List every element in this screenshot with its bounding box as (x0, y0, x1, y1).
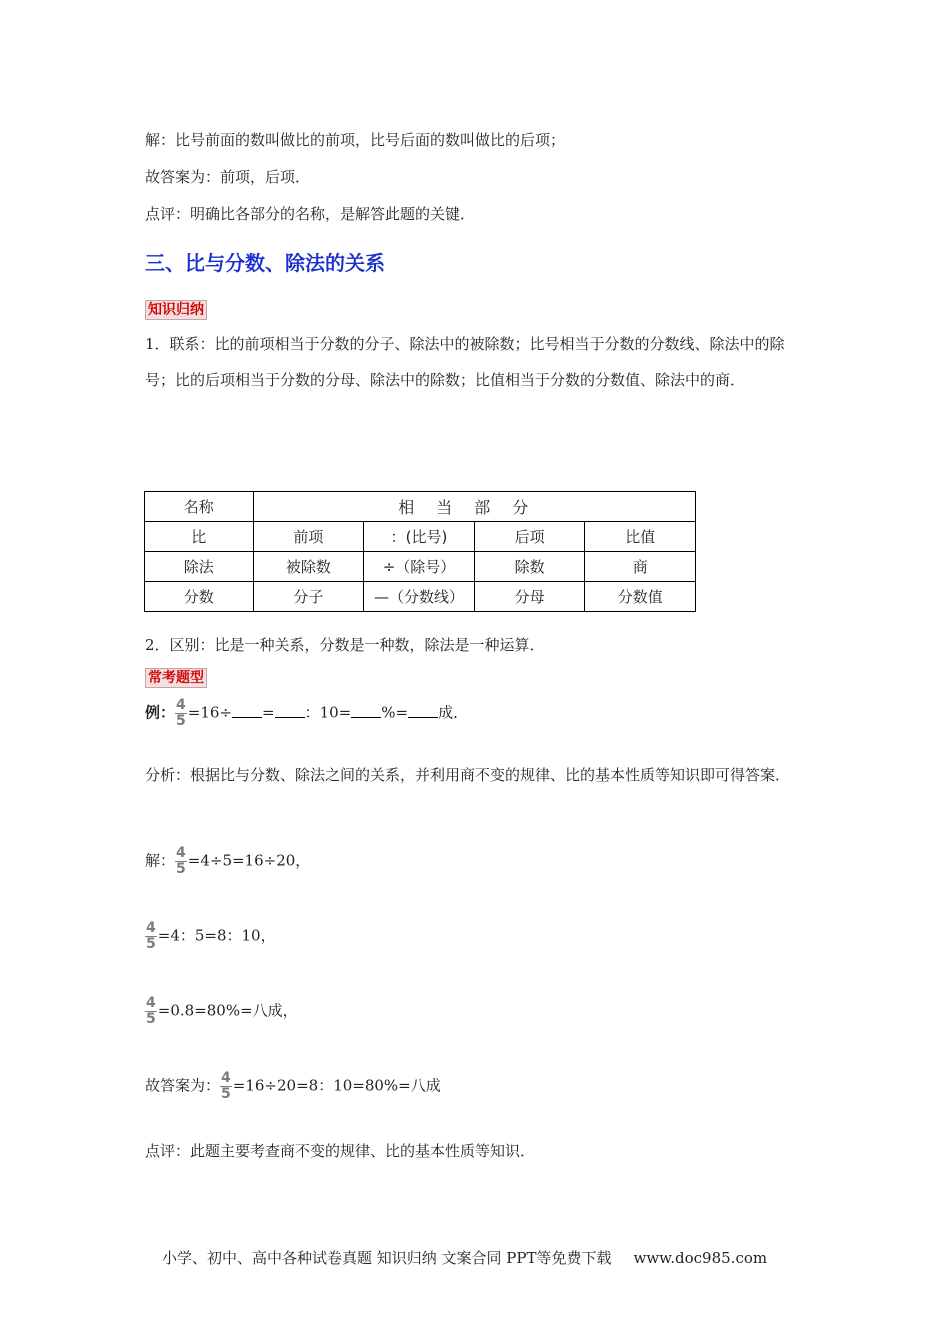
blank[interactable] (275, 705, 305, 718)
relation-table (144, 491, 696, 612)
solution-3: $\frac{4}{5}$ =0.8=80%=八成， (146, 995, 298, 1027)
blank[interactable] (232, 705, 262, 718)
answer-line: 故答案为：前项，后项． (145, 168, 311, 186)
table-cell: ：(比号) (364, 522, 475, 552)
example-label: 例： (145, 703, 176, 722)
solution-1: 解： $\frac{4}{5}$ =4÷5=16÷20， (145, 845, 311, 877)
comment-example: 点评：此题主要考查商不变的规律、比的基本性质等知识． (145, 1142, 536, 1160)
table-cell: 比值 (585, 522, 696, 552)
exam-tag: 常考题型 (145, 668, 207, 688)
fraction: $\frac{4}{5}$ (221, 1070, 231, 1102)
fraction: $\frac{4}{5}$ (146, 995, 156, 1027)
table-header-name: 名称 (145, 492, 254, 522)
fraction: $\frac{4}{5}$ (176, 697, 186, 729)
table-cell: 除法 (145, 552, 254, 582)
footer-url[interactable]: www.doc985.com (633, 1249, 768, 1267)
table-cell: 被除数 (253, 552, 364, 582)
fraction: $\frac{4}{5}$ (146, 920, 156, 952)
answer-example: 故答案为： $\frac{4}{5}$ =16÷20=8：10=80%=八成 (145, 1070, 441, 1102)
point-1: 1．联系：比的前项相当于分数的分子、除法中的被除数；比号相当于分数的分数线、除法中的除号；比的后项相当于分数的分母、除法中的除数；比值相当于分数的分数值、除法中的商． (145, 335, 785, 389)
table-cell: 除数 (474, 552, 585, 582)
blank[interactable] (351, 705, 381, 718)
table-cell: 前项 (253, 522, 364, 552)
solution-line: 解：比号前面的数叫做比的前项，比号后面的数叫做比的后项； (145, 131, 566, 149)
analysis: 分析：根据比与分数、除法之间的关系，并利用商不变的规律、比的基本性质等知识即可得答案． (145, 766, 791, 784)
table-cell: —（分数线） (364, 582, 475, 612)
solution-2: $\frac{4}{5}$ =4：5=8：10， (146, 920, 276, 952)
comment-line: 点评：明确比各部分的名称，是解答此题的关键． (145, 205, 476, 223)
knowledge-tag: 知识归纳 (145, 300, 207, 320)
blank[interactable] (408, 705, 438, 718)
table-cell: 分数 (145, 582, 254, 612)
footer-text: 小学、初中、高中各种试卷真题 知识归纳 文案合同 PPT等免费下载 (162, 1249, 612, 1267)
table-cell: 商 (585, 552, 696, 582)
table-header-span: 相当部分 (253, 492, 695, 522)
fraction: $\frac{4}{5}$ (176, 845, 186, 877)
table-cell: 分母 (474, 582, 585, 612)
point-2: 2．区别：比是一种关系，分数是一种数，除法是一种运算． (145, 636, 545, 654)
section-title: 三、比与分数、除法的关系 (145, 251, 385, 275)
table-cell: 分子 (253, 582, 364, 612)
table-cell: ÷（除号） (364, 552, 475, 582)
table-row (145, 522, 696, 552)
table-cell: 比 (145, 522, 254, 552)
table-row (145, 552, 696, 582)
table-cell: 分数值 (585, 582, 696, 612)
footer (162, 1247, 767, 1268)
table-row (145, 582, 696, 612)
example-line: 例： $\frac{4}{5}$ =16÷ = ：10= %= 成． (145, 697, 469, 729)
table-cell: 后项 (474, 522, 585, 552)
